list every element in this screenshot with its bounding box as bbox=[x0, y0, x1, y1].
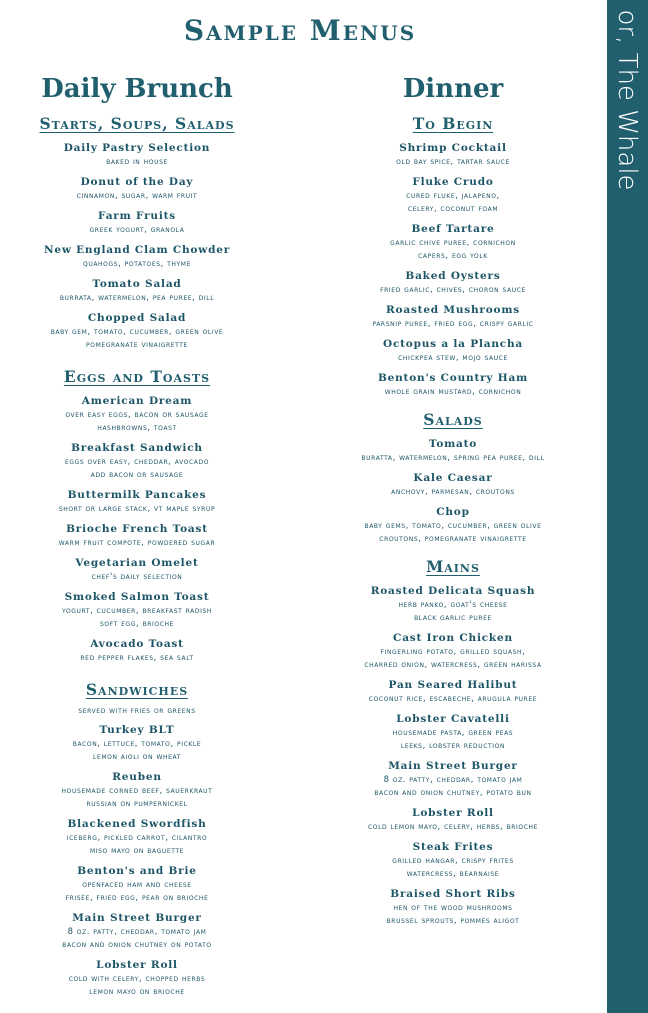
menu-item-description: old bay spice, tartar sauce bbox=[396, 156, 510, 166]
menu-item-description: bacon and onion chutney, potato bun bbox=[374, 787, 532, 797]
menu-item bbox=[296, 223, 610, 262]
menu-item-description: bacon, lettuce, tomato, pickle bbox=[72, 738, 202, 748]
menu-item-name: Farm Fruits bbox=[98, 210, 176, 222]
menu-item bbox=[0, 818, 274, 857]
menu-item-name: Benton's Country Ham bbox=[377, 372, 529, 384]
menu-item-description: cinnamon, sugar, warm fruit bbox=[76, 190, 198, 200]
menu-item bbox=[296, 372, 610, 398]
menu-item bbox=[296, 713, 610, 752]
menu-item bbox=[0, 557, 274, 583]
dinner-column bbox=[296, 72, 610, 927]
menu-item-description: soft egg, brioche bbox=[99, 618, 175, 628]
menu-item-description: chef's daily selection bbox=[91, 571, 183, 581]
menu-item-name: Lobster Roll bbox=[412, 807, 494, 819]
section-subtitle: served with fries or greens bbox=[78, 705, 196, 715]
menu-item-description: add bacon or sausage bbox=[90, 469, 184, 479]
menu-item-description: parsnip puree, fried egg, crispy garlic bbox=[372, 318, 534, 328]
menu-item bbox=[296, 472, 610, 498]
menu-item-name: Reuben bbox=[112, 771, 162, 783]
menu-item-name: Pan Seared Halibut bbox=[388, 679, 518, 691]
menu-item bbox=[296, 679, 610, 705]
menu-item-name: Turkey BLT bbox=[99, 724, 175, 736]
menu-item-name: Kale Caesar bbox=[413, 472, 493, 484]
menu-item bbox=[296, 304, 610, 330]
menu-item-description: cured fluke, jalapeno, bbox=[406, 190, 500, 200]
menu-item-description: pomegranate vinaigrette bbox=[86, 339, 188, 349]
menu-item bbox=[0, 176, 274, 202]
menu-item-name: Main Street Burger bbox=[72, 912, 202, 924]
menu-item bbox=[0, 312, 274, 351]
menu-item-description: croutons, pomegranate vinaigrette bbox=[379, 533, 527, 543]
menu-item bbox=[296, 438, 610, 464]
section-mains bbox=[296, 557, 610, 927]
menu-item-description: baby gem, tomato, cucumber, green olive bbox=[50, 326, 224, 336]
menu-item bbox=[0, 865, 274, 904]
menu-item bbox=[0, 395, 274, 434]
menu-item-description: chickpea stew, mojo sauce bbox=[398, 352, 508, 362]
menu-item bbox=[0, 771, 274, 810]
menu-item bbox=[0, 724, 274, 763]
section-starts-soups-salads bbox=[0, 114, 274, 351]
menu-item-description: burrata, watermelon, pea puree, dill bbox=[59, 292, 215, 302]
menu-item-name: Main Street Burger bbox=[388, 760, 518, 772]
menu-item bbox=[296, 888, 610, 927]
menu-item-description: garlic chive puree, cornichon bbox=[390, 237, 516, 247]
brunch-column bbox=[0, 72, 274, 998]
menu-item-description: brussel sprouts, pommes aligot bbox=[386, 915, 520, 925]
menu-item-description: russian on pumpernickel bbox=[86, 798, 188, 808]
menu-item bbox=[296, 506, 610, 545]
menu-item-name: Lobster Roll bbox=[96, 959, 178, 971]
menu-item-description: whole grain mustard, cornichon bbox=[384, 386, 522, 396]
menu-item-name: Fluke Crudo bbox=[412, 176, 494, 188]
menu-item-name: Cast Iron Chicken bbox=[393, 632, 513, 644]
menu-item-name: Beef Tartare bbox=[411, 223, 495, 235]
menu-item-description: herb panko, goat's cheese bbox=[398, 599, 508, 609]
section-to-begin bbox=[296, 114, 610, 398]
menu-item-description: 8 oz. patty, cheddar, tomato jam bbox=[383, 774, 523, 784]
menu-item-name: Roasted Mushrooms bbox=[386, 304, 520, 316]
menu-item bbox=[296, 176, 610, 215]
section-title: Starts, Soups, Salads bbox=[39, 114, 235, 133]
menu-item-description: short or large stack, vt maple syrup bbox=[58, 503, 216, 513]
menu-item-description: coconut rice, escabeche, arugula puree bbox=[368, 693, 538, 703]
menu-item-name: Vegetarian Omelet bbox=[75, 557, 199, 569]
menu-item-description: miso mayo on baguette bbox=[89, 845, 185, 855]
menu-item bbox=[296, 807, 610, 833]
menu-item-description: charred onion, watercress, green harissa bbox=[364, 659, 542, 669]
menu-item-description: buratta, watermelon, spring pea puree, dill bbox=[361, 452, 545, 462]
menu-item bbox=[0, 278, 274, 304]
menu-item bbox=[0, 912, 274, 951]
menu-item-name: Benton's and Brie bbox=[77, 865, 197, 877]
menu-item-name: Steak Frites bbox=[412, 841, 494, 853]
menu-item-name: Tomato Salad bbox=[92, 278, 182, 290]
menu-item-name: Chopped Salad bbox=[87, 312, 187, 324]
menu-item-name: Blackened Swordfish bbox=[67, 818, 207, 830]
menu-item-description: baked in house bbox=[106, 156, 168, 166]
menu-item-name: New England Clam Chowder bbox=[43, 244, 231, 256]
menu-item bbox=[0, 244, 274, 270]
page-title: Sample Menus bbox=[183, 14, 417, 47]
menu-item bbox=[0, 959, 274, 998]
menu-item bbox=[296, 270, 610, 296]
section-sandwiches bbox=[0, 680, 274, 998]
menu-item bbox=[0, 638, 274, 664]
brunch-title: Daily Brunch bbox=[41, 74, 233, 104]
menu-item-description: frisée, fried egg, pear on brioche bbox=[65, 892, 209, 902]
menu-item bbox=[296, 841, 610, 880]
menu-item-description: warm fruit compote, powdered sugar bbox=[58, 537, 216, 547]
menu-item-name: Buttermilk Pancakes bbox=[67, 489, 207, 501]
menu-item-name: Breakfast Sandwich bbox=[71, 442, 203, 454]
menu-item bbox=[0, 442, 274, 481]
menu-item-description: openfaced ham and cheese bbox=[82, 879, 192, 889]
menu-item-description: leeks, lobster reduction bbox=[400, 740, 506, 750]
menu-item bbox=[0, 489, 274, 515]
menu-item-description: housemade pasta, green peas bbox=[392, 727, 514, 737]
menu-item-name: Chop bbox=[436, 506, 470, 518]
menu-item-description: lemon aioli on wheat bbox=[93, 751, 181, 761]
menu-item-name: Braised Short Ribs bbox=[390, 888, 516, 900]
menu-item-name: Daily Pastry Selection bbox=[63, 142, 211, 154]
menu-item-description: eggs over easy, cheddar, avocado bbox=[64, 456, 210, 466]
section-salads bbox=[296, 410, 610, 545]
side-label: or, The Whale bbox=[612, 9, 642, 191]
menu-item-name: Smoked Salmon Toast bbox=[64, 591, 210, 603]
menu-item-description: greek yogurt, granola bbox=[89, 224, 185, 234]
menu-item bbox=[0, 523, 274, 549]
menu-item-description: 8 oz. patty, cheddar, tomato jam bbox=[67, 926, 207, 936]
menu-item-description: cold lemon mayo, celery, herbs, brioche bbox=[367, 821, 539, 831]
menu-item-description: over easy eggs, bacon or sausage bbox=[65, 409, 209, 419]
section-title: Eggs and Toasts bbox=[63, 367, 211, 386]
section-title: Sandwiches bbox=[85, 680, 189, 699]
section-eggs-and-toasts bbox=[0, 367, 274, 664]
menu-item bbox=[0, 142, 274, 168]
section-title: To Begin bbox=[412, 114, 494, 133]
menu-item-name: Avocado Toast bbox=[90, 638, 184, 650]
menu-item-description: black garlic puree bbox=[414, 612, 492, 622]
dinner-title: Dinner bbox=[402, 74, 504, 104]
menu-item-description: fingerling potato, grilled squash, bbox=[380, 646, 526, 656]
menu-item-description: red pepper flakes, sea salt bbox=[80, 652, 194, 662]
menu-item-name: Donut of the Day bbox=[80, 176, 194, 188]
menu-item-description: grilled hangar, crispy frites bbox=[392, 855, 514, 865]
menu-item-description: iceberg, pickled carrot, cilantro bbox=[66, 832, 208, 842]
menu-item-name: Shrimp Cocktail bbox=[399, 142, 507, 154]
menu-item-description: lemon mayo on brioche bbox=[89, 986, 185, 996]
menu-item bbox=[296, 632, 610, 671]
menu-item-description: celery, coconut foam bbox=[407, 203, 499, 213]
menu-item-description: housemade corned beef, sauerkraut bbox=[61, 785, 213, 795]
menu-item-description: baby gems, tomato, cucumber, green olive bbox=[364, 520, 542, 530]
menu-item-name: Baked Oysters bbox=[405, 270, 501, 282]
menu-item-description: yogurt, cucumber, breakfast radish bbox=[62, 605, 212, 615]
menu-item-name: Lobster Cavatelli bbox=[396, 713, 510, 725]
menu-item-name: Roasted Delicata Squash bbox=[370, 585, 536, 597]
menu-item bbox=[296, 760, 610, 799]
menu-item bbox=[296, 585, 610, 624]
menu-item-name: Brioche French Toast bbox=[66, 523, 208, 535]
section-title: Mains bbox=[426, 557, 480, 576]
menu-item-description: anchovy, parmesan, croutons bbox=[391, 486, 515, 496]
menu-item bbox=[296, 338, 610, 364]
section-title: Salads bbox=[423, 410, 483, 429]
menu-item-description: hen of the wood mushrooms bbox=[393, 902, 513, 912]
menu-item-description: cold with celery, chopped herbs bbox=[68, 973, 206, 983]
menu-item bbox=[0, 210, 274, 236]
menu-item bbox=[0, 591, 274, 630]
menu-item bbox=[296, 142, 610, 168]
menu-item-description: watercress, bearnaise bbox=[406, 868, 500, 878]
menu-item-name: Tomato bbox=[428, 438, 478, 450]
menu-item-description: capers, egg yolk bbox=[418, 250, 488, 260]
menu-item-name: American Dream bbox=[81, 395, 193, 407]
menu-item-name: Octopus a la Plancha bbox=[383, 338, 523, 350]
menu-item-description: bacon and onion chutney on potato bbox=[62, 939, 212, 949]
menu-item-description: hashbrowns, toast bbox=[97, 422, 177, 432]
menu-item-description: fried garlic, chives, choron sauce bbox=[380, 284, 526, 294]
menu-item-description: quahogs, potatoes, thyme bbox=[83, 258, 191, 268]
